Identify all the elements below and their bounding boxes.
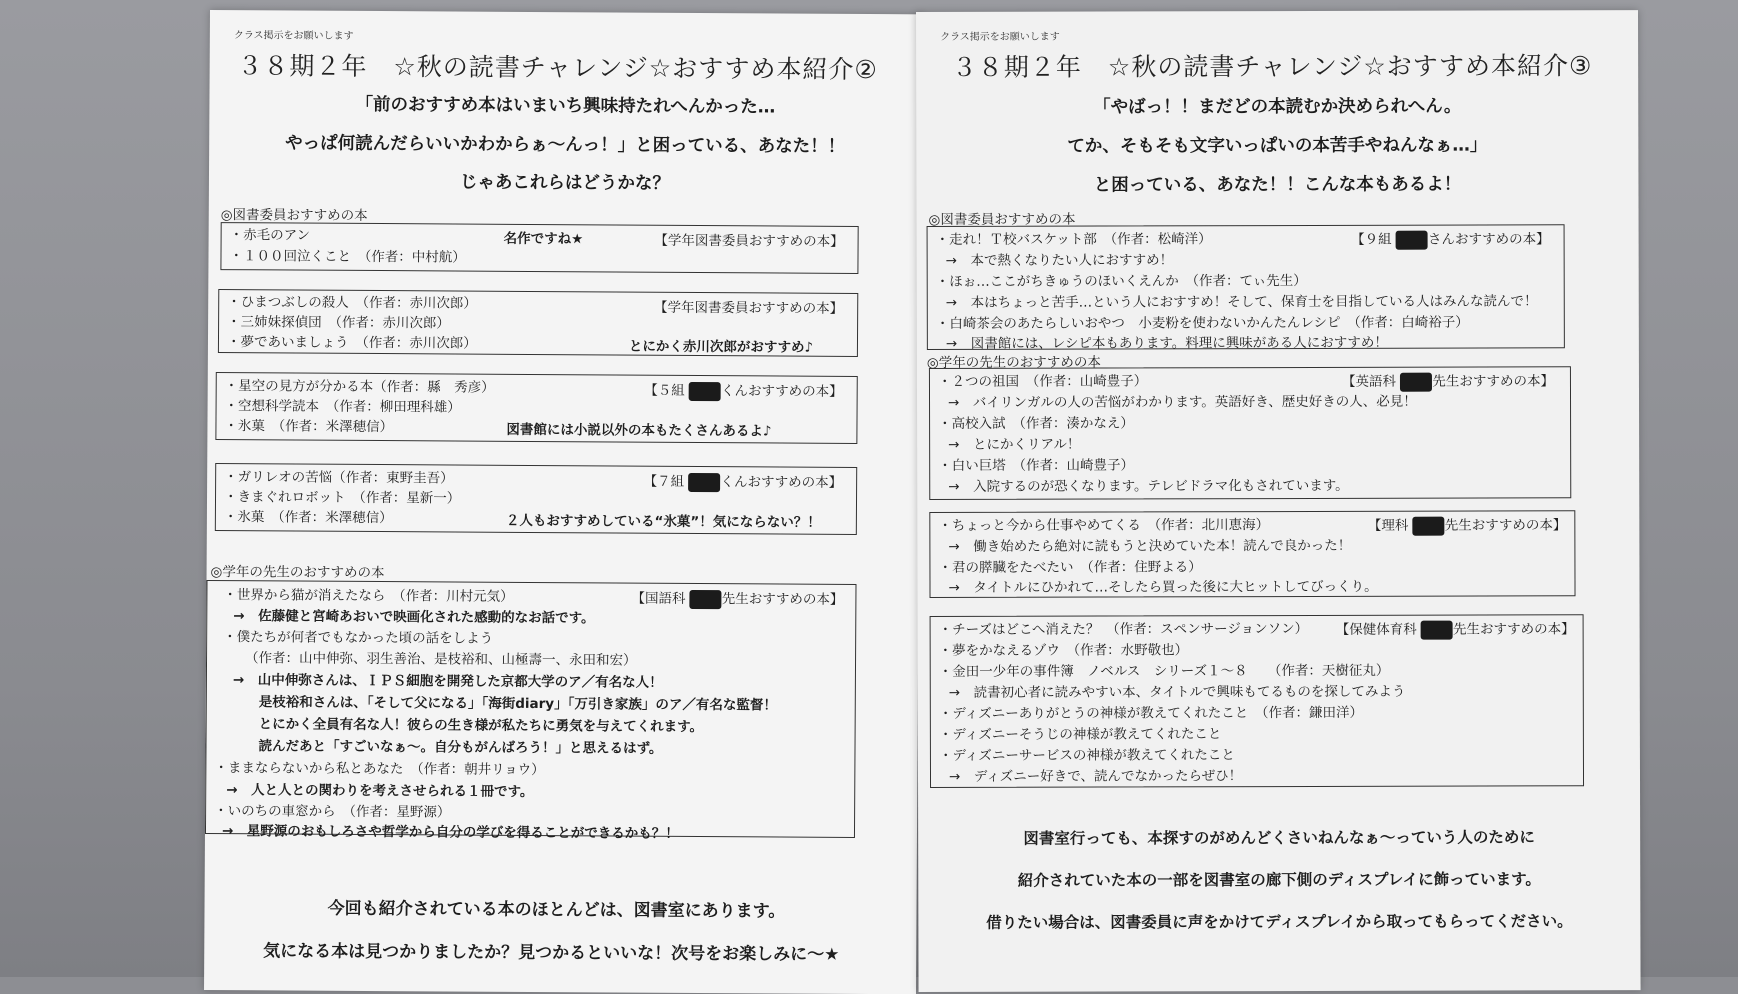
book-comment: → 読書初心者に読みやすい本、タイトルで興味もてるものを探してみよう xyxy=(948,683,1406,701)
book-item: ・走れ！Ｔ校バスケット部 （作者：松崎洋） xyxy=(935,231,1212,248)
recommender-tag: 【９組 さんおすすめの本】 xyxy=(1351,231,1550,248)
box-comment: とにかく赤川次郎がおすすめ♪ xyxy=(628,338,814,356)
recommender-tag: 【保健体育科 先生おすすめの本】 xyxy=(1335,621,1575,638)
recommend-box-4 xyxy=(930,614,1584,788)
book-comment: → タイトルにひかれて…そしたら買った後に大ヒットしてびっくり。 xyxy=(948,578,1378,596)
posting-note: クラス掲示をお願いします xyxy=(940,31,1060,43)
redacted-name xyxy=(690,589,722,608)
recommend-box-1 xyxy=(927,224,1565,350)
book-comment: とにかく全員有名な人！彼らの生き様が私たちに勇気を与えてくれます。 xyxy=(258,716,704,736)
redacted-name xyxy=(1396,230,1428,249)
section-heading-teachers: ◎学年の先生のおすすめの本 xyxy=(926,354,1101,371)
book-authors: （作者：山中伸弥、羽生善治、是枝裕和、山極壽一、永田和宏） xyxy=(244,650,637,669)
recommender-tag: 【英語科 先生おすすめの本】 xyxy=(1342,373,1554,390)
book-comment: → 働き始めたら絶対に読もうと決めていた本！読んで良かった！ xyxy=(948,537,1352,555)
box-comment: 図書館には小説以外の本もたくさんあるよ♪ xyxy=(506,421,772,440)
section-heading-teachers: ◎学年の先生のおすすめの本 xyxy=(210,564,385,582)
redacted-name xyxy=(688,472,720,491)
book-comment: → 星野源のおもしろさや哲学から自分の学びを得ることができるかも？！ xyxy=(221,823,679,842)
posting-note: クラス掲示をお願いします xyxy=(233,30,354,42)
redacted-name xyxy=(1421,620,1453,639)
recommend-box-1 xyxy=(220,222,858,274)
book-comment: → 佐藤健と宮崎あおいで映画化された感動的なお話です。 xyxy=(233,608,595,627)
book-item: ・白い巨塔 （作者：山崎豊子） xyxy=(938,457,1134,474)
redacted-name xyxy=(689,381,721,400)
book-item: ・夢であいましょう （作者：赤川次郎） xyxy=(226,334,477,352)
book-item: ・チーズはどこへ消えた？ （作者：スペンサージョンソン） xyxy=(938,620,1309,638)
book-comment: 読んだあと「すごいなぁ～。自分もがんばろう！」と思えるはず。 xyxy=(258,738,663,757)
recommend-box-3 xyxy=(215,372,857,444)
book-item: ・夢をかなえるゾウ （作者：水野敬也） xyxy=(938,642,1189,659)
redacted-name xyxy=(1400,372,1432,391)
book-comment: 是枝裕和さんは、「そして父になる」「海街diary」「万引き家族」のア／有名な監督！ xyxy=(258,694,777,714)
flyer-left xyxy=(204,10,922,994)
book-item: ・きまぐれロボット （作者：星新一） xyxy=(223,489,461,507)
book-comment: → 山中伸弥さんは、ＩＰＳ細胞を開発した京都大学のア／有名な人！ xyxy=(232,672,663,691)
book-item: ・氷菓 （作者：米澤穂信） xyxy=(223,509,393,527)
book-item: ・いのちの車窓から （作者：星野源） xyxy=(214,803,451,821)
book-item: ・白崎茶会のあたらしいおやつ 小麦粉を使わないかんたんレシピ （作者：白崎裕子） xyxy=(935,314,1469,332)
book-item: ・君の膵臓をたべたい （作者：住野よる） xyxy=(938,559,1202,576)
book-item: ・赤毛のアン xyxy=(229,227,311,244)
book-comment: → 本はちょっと苦手…という人におすすめ！そして、保育士を目指している人はみんな読んで！ xyxy=(945,293,1538,311)
book-item: ・世界から猫が消えたなら （作者：川村元気） xyxy=(223,587,514,605)
book-item: ・ほぉ…ここがちきゅうのほいくえんか （作者：てぃ先生） xyxy=(935,272,1307,290)
lead-line-2: てか、そもそも文字いっぱいの本苦手やねんなぁ…」 xyxy=(1067,135,1488,157)
book-item: ・金田一少年の事件簿 ノベルス シリーズ１～８ （作者：天樹征丸） xyxy=(938,662,1390,680)
recommender-tag: 【理科 先生おすすめの本】 xyxy=(1367,517,1567,534)
lead-line-3: じゃあこれらはどうかな？ xyxy=(459,172,671,194)
footer-line-3: 借りたい場合は、図書委員に声をかけてディスプレイから取ってもらってください。 xyxy=(986,912,1573,932)
recommender-tag: 【５組 くんおすすめの本】 xyxy=(644,382,843,400)
section-heading-committee: ◎図書委員おすすめの本 xyxy=(220,207,368,224)
recommend-box-4 xyxy=(215,463,857,535)
recommender-tag: 【７組 くんおすすめの本】 xyxy=(643,473,843,491)
footer-line-1: 図書室行っても、本探すのがめんどくさいねんなぁ～っていう人のために xyxy=(1023,828,1535,848)
flyer-title: ３８期２年 ☆秋の読書チャレンジ☆おすすめ本紹介② xyxy=(237,51,878,85)
recommender-tag: 【国語科 先生おすすめの本】 xyxy=(631,590,844,608)
book-comment: → 本で熱くなりたい人におすすめ！ xyxy=(945,252,1174,269)
book-item: ・１００回泣くこと （作者：中村航） xyxy=(229,248,466,266)
book-comment: → とにかくリアル！ xyxy=(948,436,1081,453)
section-heading-committee: ◎図書委員おすすめの本 xyxy=(928,211,1076,228)
flyer-title: ３８期２年 ☆秋の読書チャレンジ☆おすすめ本紹介③ xyxy=(951,51,1593,82)
footer-line-1: 今回も紹介されている本のほとんどは、図書室にあります。 xyxy=(327,898,786,922)
recommender-tag: 【学年図書委員おすすめの本】 xyxy=(654,299,844,317)
recommend-box-2 xyxy=(218,289,858,357)
recommend-box-teachers xyxy=(205,580,857,842)
book-item: ・ひまつぶしの殺人 （作者：赤川次郎） xyxy=(227,294,478,312)
book-item: ・２つの祖国 （作者：山崎豊子） xyxy=(937,373,1148,390)
book-item: ・ディズニーサービスの神様が教えてくれたこと xyxy=(938,747,1235,764)
recommend-box-2 xyxy=(929,366,1571,500)
flyer-right xyxy=(916,10,1641,992)
book-comment: → ディズニー好きで、読んでなかったらぜひ！ xyxy=(948,768,1243,785)
box-comment: ２人もおすすめしている“氷菓”！気にならない？！ xyxy=(505,512,821,531)
book-comment: → 入院するのが恐くなります。テレビドラマ化もされています。 xyxy=(948,477,1349,495)
lead-line-3: と困っている、あなた！！こんな本もあるよ！ xyxy=(1093,174,1462,196)
book-item: ・僕たちが何者でもなかった頃の話をしよう xyxy=(223,629,494,647)
book-item: ・ガリレオの苦悩（作者：東野圭吾） xyxy=(224,469,454,487)
book-item: ・空想科学読本 （作者：柳田理科雄） xyxy=(224,398,461,416)
lead-line-1: 「やばっ！！まだどの本読むか決められへん。 xyxy=(1093,96,1462,118)
book-item: ・ディズニーそうじの神様が教えてくれたこと xyxy=(938,726,1222,743)
book-item: ・ディズニーありがとうの神様が教えてくれたこと （作者：鎌田洋） xyxy=(938,704,1364,722)
book-item: ・ちょっと今から仕事やめてくる （作者：北川恵海） xyxy=(938,517,1270,534)
book-item: ・高校入試 （作者：湊かなえ） xyxy=(938,415,1134,432)
book-comment: → 図書館には、レシピ本もあります。料理に興味がある人におすすめ！ xyxy=(945,334,1388,352)
lead-line-1: 「前のおすすめ本はいまいち興味持たれへんかった… xyxy=(355,94,776,118)
lead-line-2: やっぱ何読んだらいいかわからぁ～んっ！」と困っている、あなた！！ xyxy=(285,133,846,157)
book-item: ・三姉妹探偵団 （作者：赤川次郎） xyxy=(227,314,450,332)
footer-line-2: 紹介されていた本の一部を図書室の廊下側のディスプレイに飾っています。 xyxy=(1017,870,1541,890)
box-comment: 名作ですね★ xyxy=(503,230,584,248)
book-item: ・氷菓 （作者：米澤穂信） xyxy=(224,418,394,436)
book-item: ・ままならないから私とあなた （作者：朝井リョウ） xyxy=(214,760,545,779)
recommender-tag: 【学年図書委員おすすめの本】 xyxy=(654,232,844,250)
book-comment: → 人と人との関わりを考えさせられる１冊です。 xyxy=(226,782,534,800)
book-item: ・星空の見方が分かる本（作者：縣 秀彦） xyxy=(224,378,495,396)
footer-line-2: 気になる本は見つかりましたか？見つかるといいな！次号をお楽しみに～★ xyxy=(263,941,840,965)
recommend-box-3 xyxy=(929,510,1575,598)
book-comment: → バイリンガルの人の苦悩がわかります。英語好き、歴史好きの人、必見！ xyxy=(948,393,1417,411)
redacted-name xyxy=(1413,516,1445,535)
